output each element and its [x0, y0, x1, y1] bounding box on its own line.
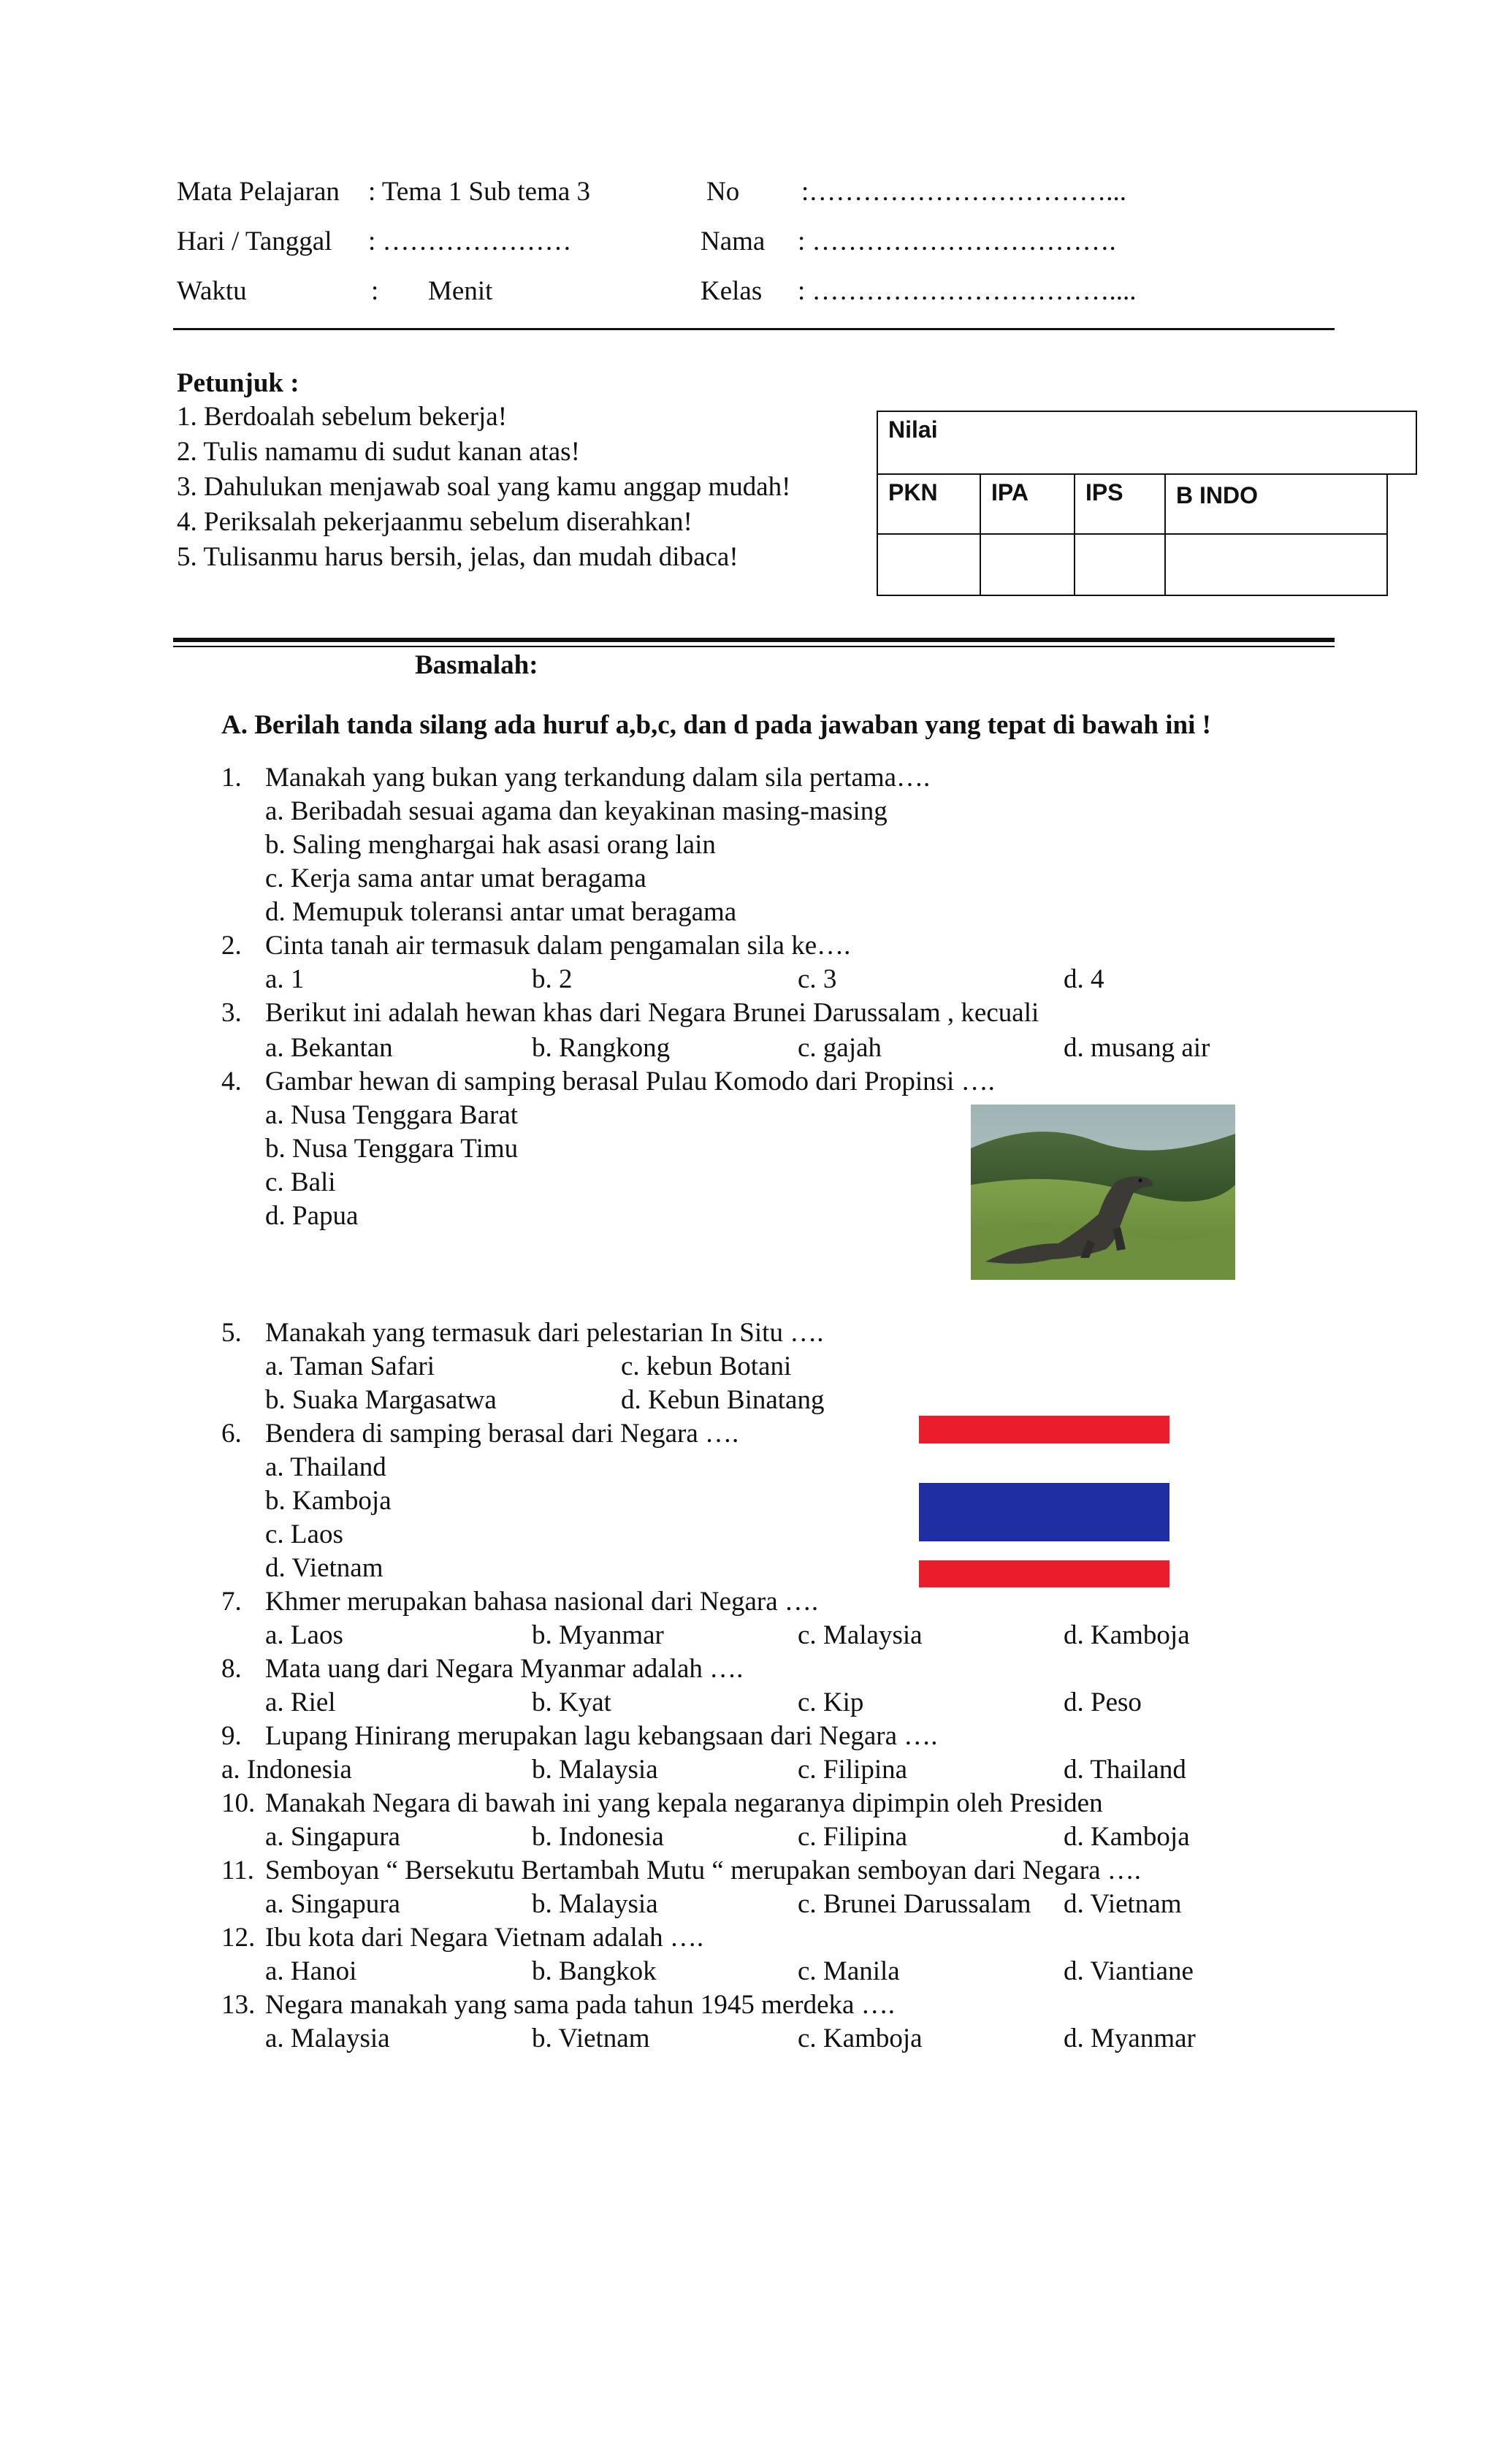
question-number: 8. [221, 1654, 242, 1684]
option[interactable]: c. gajah [798, 1033, 882, 1063]
day-label: Hari / Tanggal [177, 226, 332, 256]
question-text: Gambar hewan di samping berasal Pulau Komodo dari Propinsi …. [265, 1067, 995, 1096]
basmalah: Basmalah: [415, 650, 538, 680]
question-number: 13. [221, 1990, 256, 2020]
option[interactable]: d. Vietnam [265, 1553, 383, 1583]
option[interactable]: c. Brunei Darussalam [798, 1889, 1031, 1919]
question-text: Semboyan “ Bersekutu Bertambah Mutu “ merupakan semboyan dari Negara …. [265, 1855, 1142, 1885]
time-value: Menit [428, 276, 493, 306]
option[interactable]: a. Riel [265, 1687, 336, 1717]
option[interactable]: d. Peso [1064, 1687, 1142, 1717]
question-number: 3. [221, 998, 242, 1028]
subject-label: Mata Pelajaran [177, 177, 340, 207]
question-number: 4. [221, 1067, 242, 1096]
col-bindo: B INDO [1176, 482, 1258, 508]
time-colon: : [371, 276, 379, 306]
komodo-dragon-image [971, 1105, 1235, 1280]
question-text: Mata uang dari Negara Myanmar adalah …. [265, 1654, 744, 1684]
question-number: 12. [221, 1923, 256, 1953]
instruction-item: 5. Tulisanmu harus bersih, jelas, dan mudah dibaca! [177, 542, 739, 572]
question-text: Manakah yang termasuk dari pelestarian In Situ …. [265, 1318, 824, 1348]
option[interactable]: a. Laos [265, 1620, 343, 1650]
option[interactable]: d. Kebun Binatang [621, 1385, 825, 1415]
question-text: Cinta tanah air termasuk dalam pengamalan sila ke…. [265, 931, 851, 961]
option[interactable]: b. Indonesia [532, 1822, 664, 1852]
option[interactable]: d. Viantiane [1064, 1956, 1194, 1986]
score-cell-ips[interactable] [1074, 533, 1166, 596]
option[interactable]: a. Singapura [265, 1889, 400, 1919]
option[interactable]: c. Filipina [798, 1755, 908, 1785]
option[interactable]: d. Kamboja [1064, 1620, 1190, 1650]
option[interactable]: a. Malaysia [265, 2024, 390, 2053]
score-title: Nilai [888, 416, 938, 443]
option[interactable]: a. Beribadah sesuai agama dan keyakinan masing-masing [265, 796, 888, 826]
option[interactable]: d. Thailand [1064, 1755, 1186, 1785]
question-text: Lupang Hinirang merupakan lagu kebangsaan dari Negara …. [265, 1721, 938, 1751]
question-number: 1. [221, 763, 242, 793]
option[interactable]: b. Malaysia [532, 1889, 658, 1919]
day-value: : ………………… [368, 226, 572, 256]
col-ips: IPS [1085, 479, 1123, 506]
question-text: Manakah Negara di bawah ini yang kepala negaranya dipimpin oleh Presiden [265, 1788, 1103, 1818]
score-title-cell [877, 411, 1417, 475]
option[interactable]: d. Memupuk toleransi antar umat beragama [265, 897, 737, 927]
score-cell-ipa[interactable] [980, 533, 1075, 596]
time-label: Waktu [177, 276, 247, 306]
question-text: Ibu kota dari Negara Vietnam adalah …. [265, 1923, 704, 1953]
option[interactable]: b. Vietnam [532, 2024, 650, 2053]
question-number: 5. [221, 1318, 242, 1348]
no-label: No [706, 177, 740, 207]
option[interactable]: d. Kamboja [1064, 1822, 1190, 1852]
option[interactable]: a. Bekantan [265, 1033, 393, 1063]
option[interactable]: b. Rangkong [532, 1033, 671, 1063]
option[interactable]: c. Malaysia [798, 1620, 923, 1650]
option[interactable]: b. 2 [532, 964, 573, 994]
option[interactable]: c. kebun Botani [621, 1351, 792, 1381]
option[interactable]: c. Kerja sama antar umat beragama [265, 863, 646, 893]
score-cell-bindo[interactable] [1164, 533, 1388, 596]
col-ipa: IPA [991, 479, 1028, 506]
option[interactable]: c. 3 [798, 964, 837, 994]
name-value: : ……………………………. [798, 226, 1116, 256]
score-cell-pkn[interactable] [877, 533, 981, 596]
option[interactable]: b. Malaysia [532, 1755, 658, 1785]
option[interactable]: b. Bangkok [532, 1956, 657, 1986]
class-value: : …………………………….... [798, 276, 1137, 306]
option[interactable]: b. Kyat [532, 1687, 611, 1717]
option[interactable]: a. Indonesia [221, 1755, 352, 1785]
name-label: Nama [701, 226, 766, 256]
option[interactable]: a. Taman Safari [265, 1351, 435, 1381]
option[interactable]: a. Nusa Tenggara Barat [265, 1100, 519, 1130]
score-col-header [1164, 473, 1388, 535]
subject-value: : Tema 1 Sub tema 3 [368, 177, 590, 207]
option[interactable]: c. Manila [798, 1956, 900, 1986]
instructions-title: Petunjuk : [177, 368, 299, 398]
instruction-item: 4. Periksalah pekerjaanmu sebelum diserahkan! [177, 507, 692, 537]
option[interactable]: d. 4 [1064, 964, 1104, 994]
option[interactable]: b. Nusa Tenggara Timu [265, 1134, 519, 1164]
thailand-flag-image [919, 1416, 1169, 1587]
option[interactable]: c. Kamboja [798, 2024, 923, 2053]
question-number: 2. [221, 931, 242, 961]
score-col-header [980, 473, 1075, 535]
question-text: Negara manakah yang sama pada tahun 1945 merdeka …. [265, 1990, 895, 2020]
question-text: Khmer merupakan bahasa nasional dari Negara …. [265, 1587, 819, 1617]
option[interactable]: c. Laos [265, 1519, 343, 1549]
option[interactable]: c. Bali [265, 1167, 336, 1197]
no-value: :……………………………... [801, 177, 1127, 207]
score-col-header [1074, 473, 1166, 535]
question-text: Bendera di samping berasal dari Negara …. [265, 1419, 739, 1449]
question-number: 6. [221, 1419, 242, 1449]
option[interactable]: b. Kamboja [265, 1486, 392, 1516]
class-label: Kelas [701, 276, 763, 306]
col-pkn: PKN [888, 479, 938, 506]
option[interactable]: c. Kip [798, 1687, 864, 1717]
option[interactable]: a. Thailand [265, 1452, 386, 1482]
instruction-item: 3. Dahulukan menjawab soal yang kamu anggap mudah! [177, 472, 791, 502]
option[interactable]: b. Suaka Margasatwa [265, 1385, 497, 1415]
instruction-item: 1. Berdoalah sebelum bekerja! [177, 402, 508, 432]
option[interactable]: a. Hanoi [265, 1956, 357, 1986]
instruction-item: 2. Tulis namamu di sudut kanan atas! [177, 437, 580, 467]
section-rule-thick [173, 638, 1335, 642]
option[interactable]: d. Papua [265, 1201, 359, 1231]
option[interactable]: b. Saling menghargai hak asasi orang lain [265, 830, 716, 860]
score-col-header [877, 473, 981, 535]
option[interactable]: b. Myanmar [532, 1620, 664, 1650]
option[interactable]: a. 1 [265, 964, 305, 994]
section-rule-thin [173, 646, 1335, 647]
option[interactable]: c. Filipina [798, 1822, 908, 1852]
option[interactable]: a. Singapura [265, 1822, 400, 1852]
header-divider [173, 328, 1335, 330]
question-text: Berikut ini adalah hewan khas dari Negara Brunei Darussalam , kecuali [265, 998, 1039, 1028]
question-number: 7. [221, 1587, 242, 1617]
option[interactable]: d. Myanmar [1064, 2024, 1196, 2053]
question-number: 11. [221, 1855, 254, 1885]
question-number: 9. [221, 1721, 242, 1751]
thailand-flag-icon [919, 1416, 1169, 1587]
komodo-dragon-icon [971, 1105, 1235, 1280]
option[interactable]: d. musang air [1064, 1033, 1210, 1063]
question-number: 10. [221, 1788, 256, 1818]
section-a-instruction: A. Berilah tanda silang ada huruf a,b,c, dan d pada jawaban yang tepat di bawah ini ! [221, 710, 1211, 740]
question-text: Manakah yang bukan yang terkandung dalam sila pertama…. [265, 763, 931, 793]
option[interactable]: d. Vietnam [1064, 1889, 1182, 1919]
